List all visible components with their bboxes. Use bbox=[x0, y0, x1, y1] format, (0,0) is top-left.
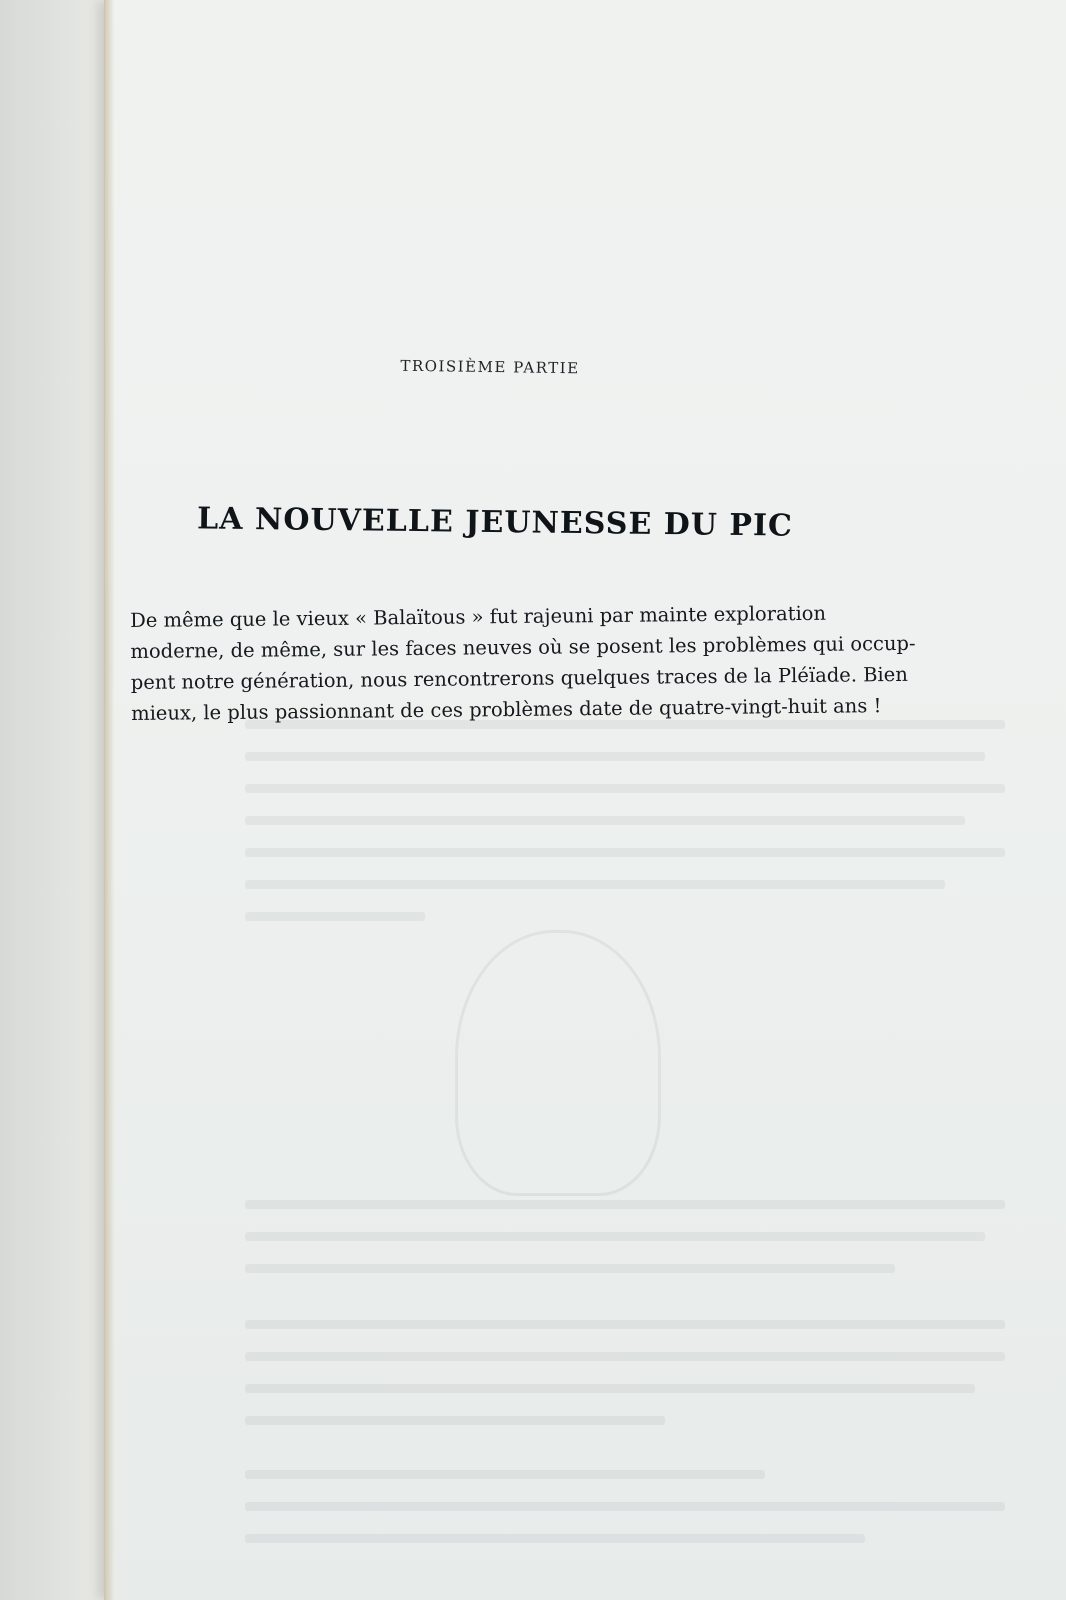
ghost-line bbox=[245, 1264, 895, 1273]
ghost-line bbox=[245, 1384, 975, 1393]
ghost-line bbox=[245, 784, 1005, 793]
ghost-line bbox=[245, 1320, 1005, 1329]
ghost-line bbox=[245, 1200, 1005, 1209]
left-page-edge bbox=[0, 0, 118, 1600]
intro-paragraph bbox=[130, 597, 916, 729]
intro-line: mieux, le plus passionnant de ces problèmes date de quatre-vingt-huit ans ! bbox=[131, 694, 882, 725]
ghost-line bbox=[245, 848, 1005, 857]
ghost-line bbox=[245, 1470, 765, 1479]
book-page bbox=[104, 0, 1066, 1600]
section-label: TROISIÈME PARTIE bbox=[400, 356, 580, 378]
ghost-line bbox=[245, 1534, 865, 1543]
show-through-portrait bbox=[455, 930, 661, 1196]
intro-line: pent notre génération, nous rencontrerons quelques traces de la Pléïade. Bien bbox=[130, 662, 908, 694]
ghost-line bbox=[245, 752, 985, 761]
ghost-line bbox=[245, 1232, 985, 1241]
ghost-line bbox=[245, 1416, 665, 1425]
intro-line: De même que le vieux « Balaïtous » fut rajeuni par mainte exploration bbox=[130, 601, 827, 632]
ghost-line bbox=[245, 880, 945, 889]
ghost-line bbox=[245, 816, 965, 825]
intro-line: moderne, de même, sur les faces neuves où se posent les problèmes qui occup- bbox=[130, 631, 916, 663]
show-through-text bbox=[225, 700, 1025, 1580]
chapter-title: LA NOUVELLE JEUNESSE DU PIC bbox=[196, 501, 794, 544]
book-gutter bbox=[104, 0, 114, 1600]
ghost-line bbox=[245, 1352, 1005, 1361]
ghost-line bbox=[245, 912, 425, 921]
ghost-line bbox=[245, 1502, 1005, 1511]
